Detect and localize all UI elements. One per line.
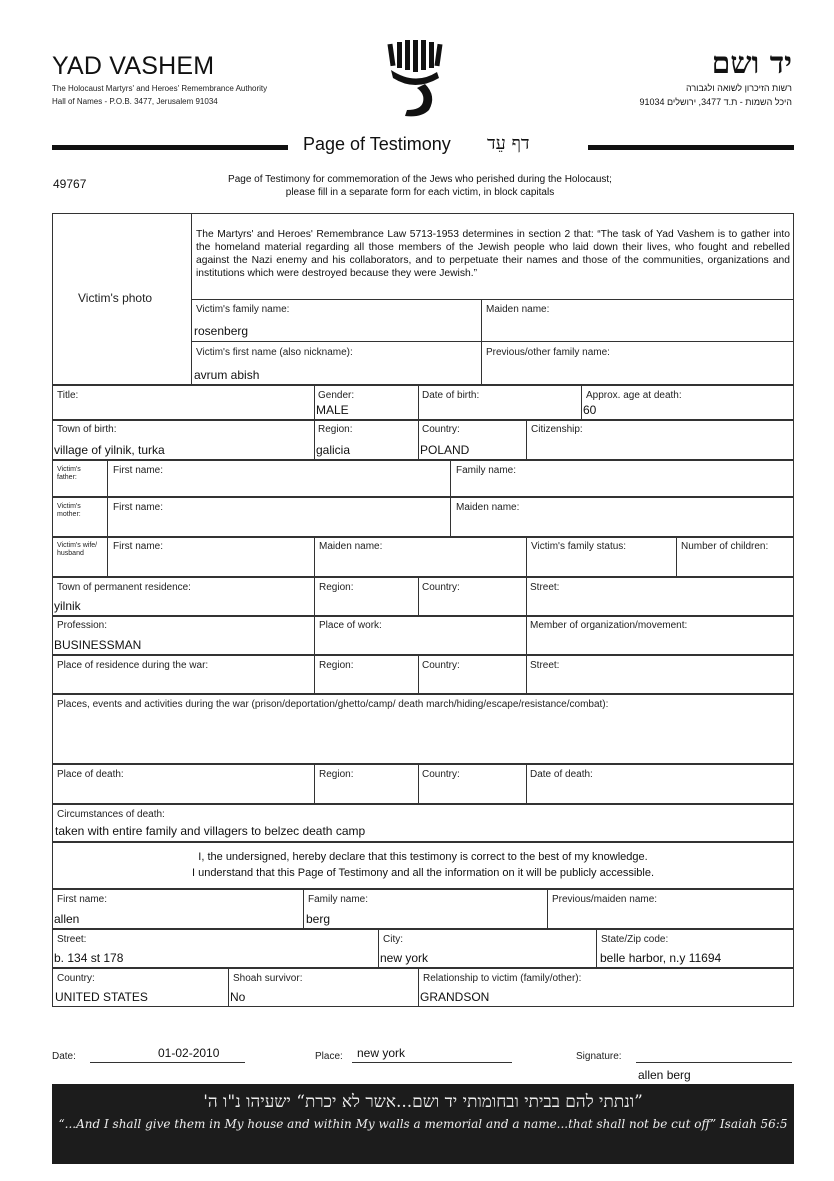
signature-value[interactable]: allen berg bbox=[638, 1068, 691, 1082]
victim-town-birth[interactable]: village of yilnik, turka bbox=[54, 443, 165, 457]
form-title: Page of Testimony bbox=[303, 134, 451, 154]
war-places-label: Places, events and activities during the war (prison/deportation/ghetto/camp/ death march/hiding/escape/resistance/combat): bbox=[57, 699, 609, 710]
region-label: Region: bbox=[318, 424, 353, 435]
death-country-label: Country: bbox=[422, 769, 460, 780]
hebrew-subtitle: רשות הזיכרון לשואה ולגבורה bbox=[685, 83, 792, 93]
submission-date[interactable]: 01-02-2010 bbox=[158, 1046, 220, 1060]
profession-label: Profession: bbox=[57, 620, 108, 631]
death-region-label: Region: bbox=[319, 769, 354, 780]
date-label: Date: bbox=[52, 1051, 76, 1062]
age-label: Approx. age at death: bbox=[586, 390, 682, 401]
spouse-maiden-name-label: Maiden name: bbox=[319, 541, 383, 552]
circumstances-label: Circumstances of death: bbox=[57, 809, 165, 820]
war-street-label: Street: bbox=[530, 660, 560, 671]
submitter-prev-maiden-label: Previous/maiden name: bbox=[552, 894, 658, 905]
relationship-label: Relationship to victim (family/other): bbox=[423, 973, 582, 984]
submitter-city[interactable]: new york bbox=[380, 951, 429, 965]
mother-maiden-name-label: Maiden name: bbox=[456, 502, 520, 513]
victim-profession[interactable]: BUSINESSMAN bbox=[54, 638, 142, 652]
country-label: Country: bbox=[422, 424, 460, 435]
submitter-family-name-label: Family name: bbox=[308, 894, 369, 905]
declaration-text: I, the undersigned, hereby declare that this testimony is correct to the best of my knowledge. I understand that this Page of Testimony and all the information on it will be publicly accessible. bbox=[191, 851, 655, 879]
yad-vashem-logo bbox=[385, 40, 445, 120]
residence-country-label: Country: bbox=[422, 582, 460, 593]
submitter-first-name[interactable]: allen bbox=[54, 912, 80, 926]
citizenship-label: Citizenship: bbox=[531, 424, 583, 435]
title-rule-right bbox=[588, 145, 794, 150]
war-country-label: Country: bbox=[422, 660, 460, 671]
mother-label: Victim's mother: bbox=[57, 503, 81, 518]
victim-region[interactable]: galicia bbox=[316, 443, 351, 457]
submitter-street-label: Street: bbox=[57, 934, 87, 945]
gender-label: Gender: bbox=[318, 390, 355, 401]
row-submitter-name bbox=[52, 889, 794, 929]
place-death-label: Place of death: bbox=[57, 769, 124, 780]
submitter-first-name-label: First name: bbox=[57, 894, 108, 905]
submitter-country-label: Country: bbox=[57, 973, 95, 984]
submitter-country[interactable]: UNITED STATES bbox=[55, 990, 148, 1004]
maiden-name-label: Maiden name: bbox=[486, 304, 550, 315]
workplace-label: Place of work: bbox=[319, 620, 382, 631]
form-title-hebrew: דף עֵד bbox=[487, 133, 530, 154]
submitter-state-label: State/Zip code: bbox=[601, 934, 669, 945]
first-name-label: Victim's first name (also nickname): bbox=[196, 347, 353, 358]
organization-label: Member of organization/movement: bbox=[530, 620, 688, 631]
war-region-label: Region: bbox=[319, 660, 354, 671]
testimony-id: 49767 bbox=[53, 177, 87, 191]
date-death-label: Date of death: bbox=[530, 769, 593, 780]
spouse-label: Victim's wife/ husband bbox=[57, 542, 98, 557]
hebrew-title: יד ושם bbox=[711, 46, 792, 81]
relationship-value[interactable]: GRANDSON bbox=[420, 990, 490, 1004]
war-residence-label: Place of residence during the war: bbox=[57, 660, 209, 671]
family-status-label: Victim's family status: bbox=[531, 541, 627, 552]
org-name: YAD VASHEM bbox=[52, 52, 215, 80]
victim-circumstances[interactable]: taken with entire family and villagers to belzec death camp bbox=[55, 824, 366, 838]
victim-photo-label: Victim's photo bbox=[78, 291, 153, 305]
family-name-label: Victim's family name: bbox=[196, 304, 290, 315]
footer-english-quote: “...And I shall give them in My house and within My walls a memorial and a name...that shall not be cut off” Isaiah 56:5 bbox=[58, 1117, 788, 1131]
submitter-city-label: City: bbox=[383, 934, 403, 945]
title-label: Title: bbox=[57, 390, 79, 401]
father-label: Victim's father: bbox=[57, 466, 81, 481]
father-first-name-label: First name: bbox=[113, 465, 164, 476]
row-father bbox=[52, 460, 794, 497]
victim-country[interactable]: POLAND bbox=[420, 443, 470, 457]
mother-first-name-label: First name: bbox=[113, 502, 164, 513]
spouse-first-name-label: First name: bbox=[113, 541, 164, 552]
footer-hebrew-quote: ”ונתתי להם בביתי ובחומותי יד ושם...אשר לא יכרת“ ישעיהו נ"ו ה' bbox=[203, 1092, 643, 1112]
residence-street-label: Street: bbox=[530, 582, 560, 593]
org-address: Hall of Names - P.O.B. 3477, Jerusalem 91034 bbox=[52, 97, 218, 106]
victim-gender[interactable]: MALE bbox=[316, 403, 349, 417]
victim-first-name[interactable]: avrum abish bbox=[194, 368, 260, 382]
submitter-street[interactable]: b. 134 st 178 bbox=[54, 951, 124, 965]
signature-label: Signature: bbox=[576, 1051, 622, 1062]
submitter-family-name[interactable]: berg bbox=[306, 912, 331, 926]
prev-family-name-label: Previous/other family name: bbox=[486, 347, 610, 358]
intro-text: Page of Testimony for commemoration of the Jews who perished during the Holocaust; please fill in a separate form for each victim, in block capitals bbox=[228, 174, 612, 198]
residence-region-label: Region: bbox=[319, 582, 354, 593]
hebrew-address: היכל השמות - ת.ד 3477, ירושלים 91034 bbox=[639, 97, 792, 107]
perm-residence-label: Town of permanent residence: bbox=[57, 582, 191, 593]
town-birth-label: Town of birth: bbox=[57, 424, 117, 435]
place-label: Place: bbox=[315, 1051, 343, 1062]
victim-family-name[interactable]: rosenberg bbox=[194, 324, 249, 338]
father-family-name-label: Family name: bbox=[456, 465, 517, 476]
row-mother bbox=[52, 497, 794, 537]
org-subtitle: The Holocaust Martyrs' and Heroes' Remembrance Authority bbox=[52, 84, 268, 93]
dob-label: Date of birth: bbox=[422, 390, 480, 401]
title-rule-left bbox=[52, 145, 288, 150]
shoah-survivor-value[interactable]: No bbox=[230, 990, 246, 1004]
victim-age[interactable]: 60 bbox=[583, 403, 597, 417]
shoah-survivor-label: Shoah survivor: bbox=[233, 973, 303, 984]
victim-perm-residence[interactable]: yilnik bbox=[54, 599, 81, 613]
children-label: Number of children: bbox=[681, 541, 769, 552]
submitter-state-zip[interactable]: belle harbor, n.y 11694 bbox=[600, 951, 722, 965]
submission-place[interactable]: new york bbox=[357, 1046, 406, 1060]
remembrance-law-text: The Martyrs' and Heroes' Remembrance Law 5713-1953 determines in section 2 that: “The task of Yad Vashem is to gather into the homeland material regarding all those members of the Jewish people who laid down their lives, who fought and rebelled against the Nazi enemy and his collaborators, and to perpetuate their names and those of the communities, organizations and institutions which were destroyed because they were Jewish.” bbox=[196, 229, 790, 279]
